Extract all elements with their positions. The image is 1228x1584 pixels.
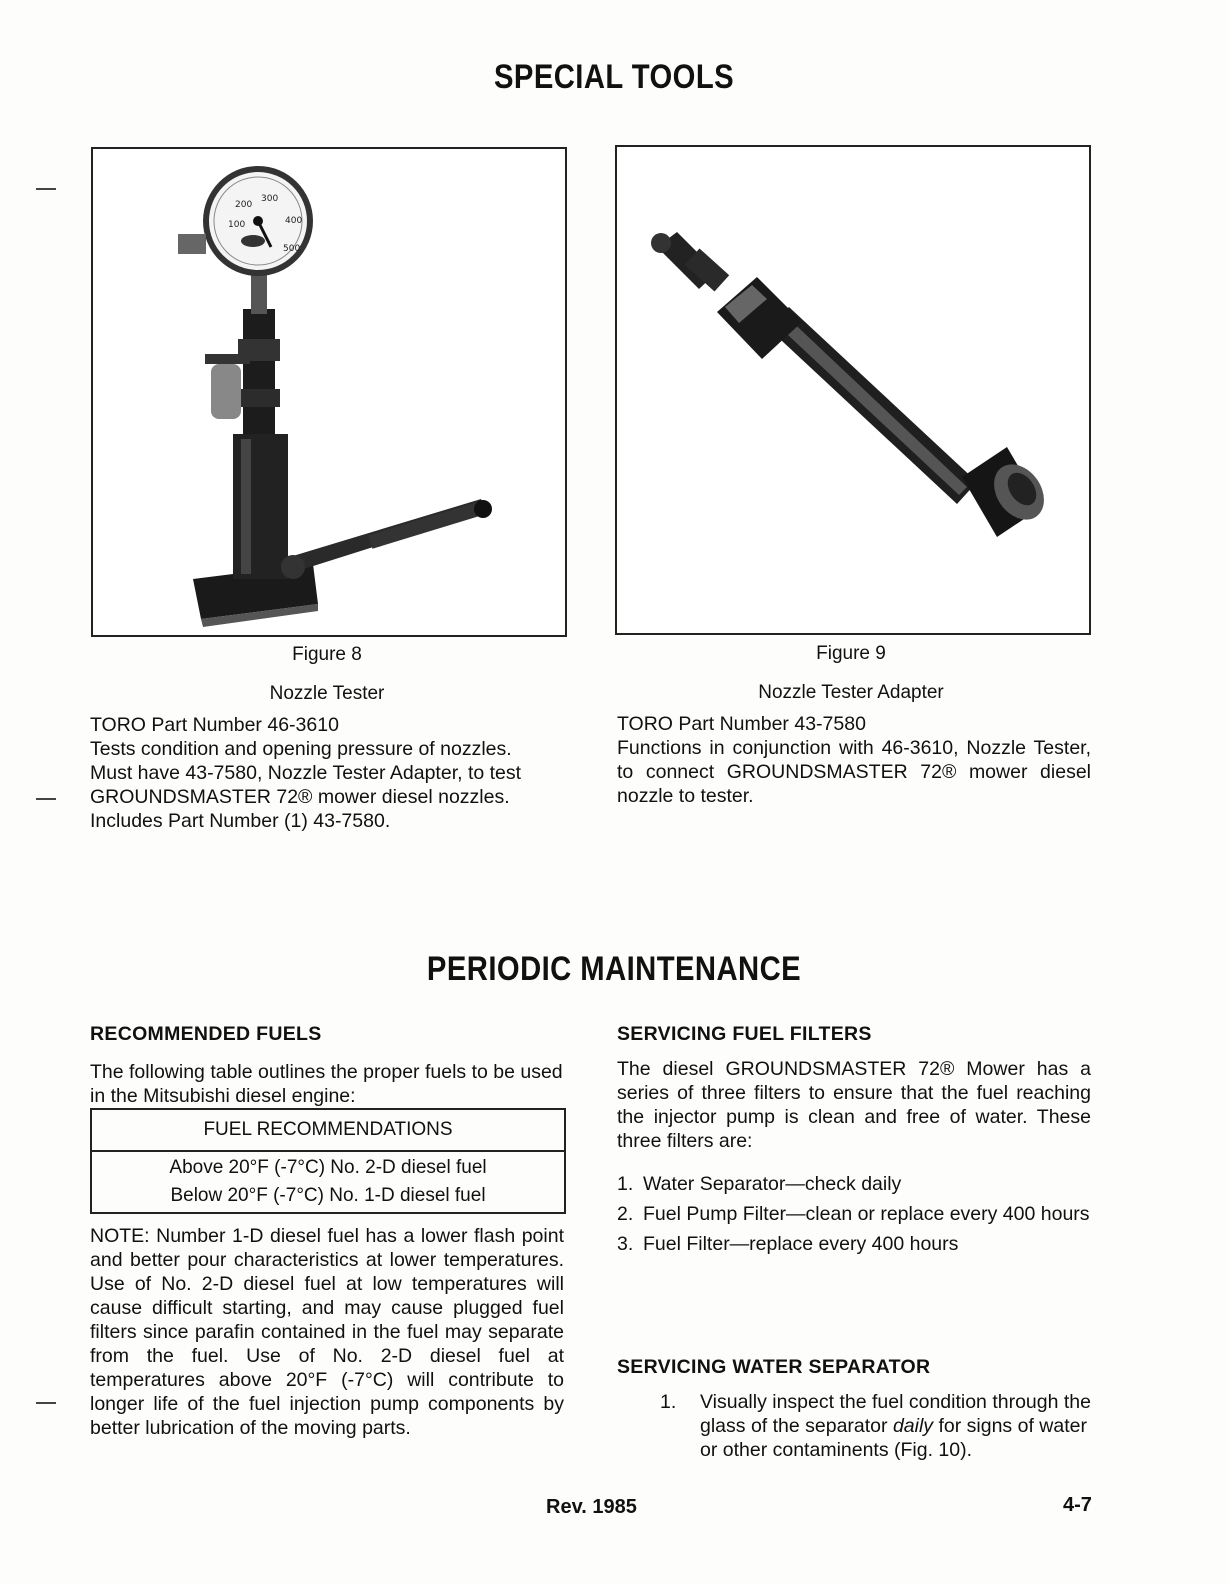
figure-8-line: Must have 43-7580, Nozzle Tester Adapter, to test: [90, 762, 522, 784]
fuel-table-row: Below 20°F (-7°C) No. 1-D diesel fuel: [170, 1185, 486, 1206]
margin-mark: [36, 1402, 56, 1404]
figure-9-image: [615, 145, 1091, 635]
svg-text:400: 400: [285, 216, 303, 226]
figure-9-line: TORO Part Number 43-7580: [617, 713, 866, 735]
figure-8-description: [90, 713, 570, 833]
margin-mark: [36, 188, 56, 190]
figure-9-description: [617, 712, 1091, 808]
figure-8-line: Includes Part Number (1) 43-7580.: [90, 810, 391, 832]
figure-8-image: [91, 147, 567, 637]
special-tools-title: SPECIAL TOOLS: [493, 58, 735, 96]
servicing-fuel-filters-heading: SERVICING FUEL FILTERS: [617, 1023, 872, 1045]
figure-8-line: GROUNDSMASTER 72® mower diesel nozzles.: [90, 786, 510, 808]
figure-8-line: TORO Part Number 46-3610: [90, 714, 339, 736]
svg-text:300: 300: [261, 194, 279, 204]
list-item: 2. Fuel Pump Filter—clean or replace every 400 hours: [617, 1203, 1090, 1225]
nozzle-tester-adapter-illustration: [617, 147, 1089, 633]
figure-9-line: Functions in conjunction with 46-3610, Nozzle Tester, to connect GROUNDSMASTER 72® mower diesel nozzle to tester.: [617, 737, 1091, 807]
list-item: 1. Visually inspect the fuel condition through the glass of the separator daily for signs of water or other contaminents (Fig. 10).: [660, 1391, 1091, 1461]
nozzle-tester-illustration: [93, 149, 565, 635]
svg-text:200: 200: [235, 200, 253, 210]
svg-text:500: 500: [283, 244, 301, 254]
svg-text:100: 100: [228, 220, 246, 230]
figure-9-title: Nozzle Tester Adapter: [758, 682, 944, 703]
recommended-fuels-intro: The following table outlines the proper fuels to be used in the Mitsubishi diesel engine:: [90, 1061, 563, 1107]
list-item: 1. Water Separator—check daily: [617, 1173, 902, 1195]
figure-9-label: Figure 9: [816, 643, 886, 664]
servicing-water-separator-heading: SERVICING WATER SEPARATOR: [617, 1356, 931, 1378]
fuel-note: NOTE: Number 1-D diesel fuel has a lower flash point and better pour characteristics at lower temperatures. Use of No. 2-D diesel fuel at low temperatures will cause difficult starting, and may cause plugged fuel filters since parafin contained in the fuel may separate from the fuel. Use of No. 2-D diesel fuel at temperatures above 20°F (-7°C) will contribute to longer life of the fuel injection pump components by better lubrication of the moving parts.: [90, 1225, 564, 1439]
recommended-fuels-heading: RECOMMENDED FUELS: [90, 1023, 322, 1045]
revision-footer: Rev. 1985: [546, 1496, 637, 1518]
fuel-recommendations-table: [90, 1108, 566, 1214]
water-separator-steps: [660, 1390, 1094, 1468]
figure-8-title: Nozzle Tester: [269, 683, 385, 704]
fuel-filters-list: [617, 1172, 1093, 1262]
fuel-table-row: Above 20°F (-7°C) No. 2-D diesel fuel: [169, 1157, 487, 1178]
figure-8-line: Tests condition and opening pressure of nozzles.: [90, 738, 512, 760]
margin-mark: [36, 798, 56, 800]
fuel-table-header: FUEL RECOMMENDATIONS: [92, 1110, 564, 1152]
figure-8-label: Figure 8: [292, 644, 362, 665]
page-number: 4-7: [1063, 1494, 1092, 1516]
list-item: 3. Fuel Filter—replace every 400 hours: [617, 1233, 959, 1255]
fuel-filters-intro: The diesel GROUNDSMASTER 72® Mower has a series of three filters to ensure that the fuel reaching the injector pump is clean and free of water. These three filters are:: [617, 1058, 1091, 1152]
periodic-maintenance-title: PERIODIC MAINTENANCE: [426, 950, 802, 988]
